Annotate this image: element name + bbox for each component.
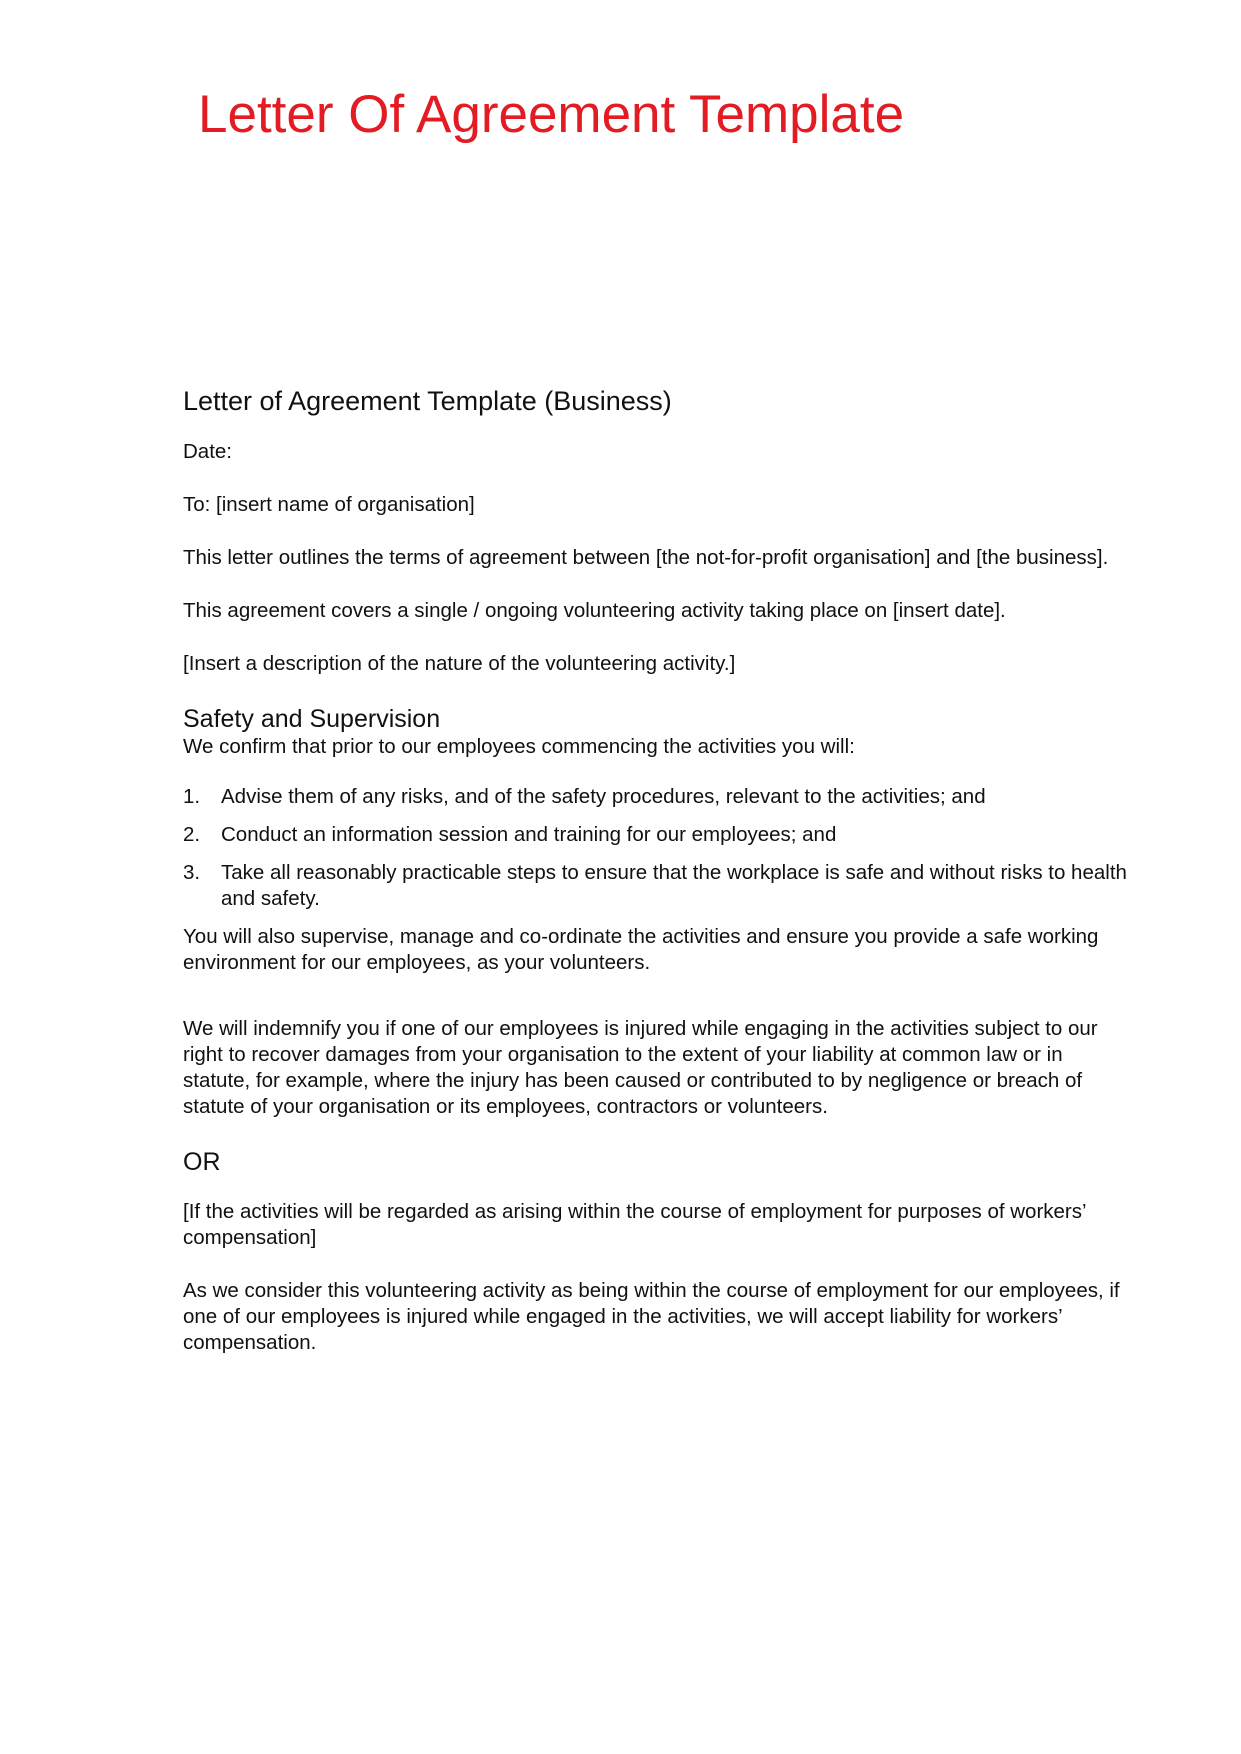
list-item-text: Conduct an information session and training for our employees; and (221, 823, 837, 846)
list-item-number: 2. (183, 823, 201, 846)
indemnify-paragraph: We will indemnify you if one of our employees is injured while engaging in the activities subject to our right to recover damages from your organisation to the extent of your liability at common law or in statute, for example, where the injury has been caused or contributed to by negligence or breach of statute of your organisation or its employees, contractors or volunteers. (183, 1017, 1098, 1118)
safety-steps-list (183, 784, 1133, 912)
or-separator: OR (183, 1148, 221, 1176)
outline-paragraph: This letter outlines the terms of agreement between [the not-for-profit organisation] and [the business]. (183, 546, 1109, 569)
list-item (183, 822, 1133, 848)
letter-body (183, 383, 1133, 1383)
description-placeholder: [Insert a description of the nature of the volunteering activity.] (183, 652, 736, 675)
workers-comp-statement: As we consider this volunteering activity as being within the course of employment for our employees, if one of our employees is injured while engaged in the activities, we will accept liability for workers’ compensation. (183, 1279, 1120, 1354)
list-item-text: Take all reasonably practicable steps to ensure that the workplace is safe and without risks to health and safety. (221, 861, 1127, 910)
workers-comp-condition: [If the activities will be regarded as arising within the course of employment for purposes of workers’ compensation] (183, 1200, 1086, 1249)
list-item-number: 3. (183, 861, 201, 884)
document-title: Letter of Agreement Template (Business) (183, 386, 672, 416)
list-item-number: 1. (183, 785, 201, 808)
supervise-paragraph: You will also supervise, manage and co-ordinate the activities and ensure you provide a safe working environment for our employees, as your volunteers. (183, 925, 1099, 974)
safety-intro: We confirm that prior to our employees commencing the activities you will: (183, 735, 855, 758)
date-line: Date: (183, 440, 232, 463)
banner-title: Letter Of Agreement Template (198, 85, 905, 144)
list-item (183, 784, 1133, 810)
safety-heading: Safety and Supervision (183, 705, 441, 733)
list-item-text: Advise them of any risks, and of the safety procedures, relevant to the activities; and (221, 785, 986, 808)
list-item (183, 860, 1133, 912)
to-line: To: [insert name of organisation] (183, 493, 475, 516)
coverage-paragraph: This agreement covers a single / ongoing volunteering activity taking place on [insert date]. (183, 599, 1006, 622)
